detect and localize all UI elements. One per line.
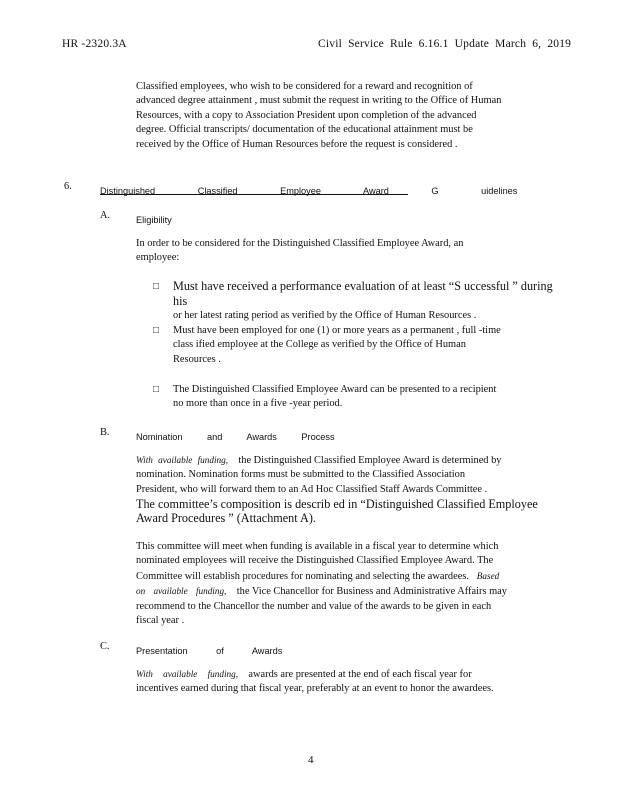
text-line: Classified employees, who wish to be considered for a reward and recognition of	[136, 81, 473, 92]
text-line: This committee will meet when funding is available in a fiscal year to determine which	[136, 541, 499, 552]
text-line: recommend to the Chancellor the number and value of the awards to be given in each	[136, 600, 492, 612]
text-line: The Distinguished Classified Employee Award can be presented to a recipient	[173, 384, 497, 395]
text-line: nomination. Nomination forms must be submitted to the Classified Association	[136, 469, 466, 481]
presentation-paragraph	[136, 667, 556, 697]
text-fragment: the Vice Chancellor for Business and Administrative Affairs may	[236, 586, 507, 598]
text-line: no more than once in a five -year period.	[173, 398, 343, 410]
text-line: Resources, with a copy to Association President upon completion of the advanced	[136, 109, 477, 121]
section-heading	[100, 181, 518, 196]
subsection-letter: A.	[100, 210, 111, 221]
text-fragment: the Distinguished Classified Employee Award is determined by	[238, 455, 502, 466]
text-line	[136, 569, 556, 584]
text-line: advanced degree attainment , must submit the request in writing to the Office of Human	[136, 95, 502, 107]
subsection-heading	[136, 427, 335, 445]
header-rule-update: Civil Service Rule 6.16.1 Update March 6, 2019	[318, 38, 572, 50]
eligibility-intro	[136, 237, 554, 266]
text-line: President, who will forward them to an Ad Hoc Classified Staff Awards Committee .	[136, 483, 488, 495]
nomination-paragraph	[136, 453, 558, 526]
checkbox-bullet-icon: □	[153, 281, 160, 292]
section-number: 6.	[64, 181, 72, 192]
checkbox-bullet-icon: □	[153, 325, 160, 336]
italic-phrase: With available funding,	[136, 669, 238, 679]
header-document-id: HR -2320.3A	[62, 38, 127, 50]
subsection-title: Nomination and Awards Process	[136, 432, 335, 442]
text-line: received by the Office of Human Resources before the request is considered .	[136, 138, 458, 150]
text-line: or her latest rating period as verified by the Office of Human Resources .	[173, 310, 477, 321]
subsection-title: Presentation of Awards	[136, 646, 283, 656]
bullet-item	[173, 279, 563, 323]
subsection-letter: C.	[100, 641, 110, 652]
text-line: Must have been employed for one (1) or more years as a permanent , full -time	[173, 325, 501, 336]
italic-phrase: With available funding,	[136, 455, 228, 465]
bullet-item	[173, 383, 558, 412]
committee-paragraph	[136, 540, 556, 628]
section-title: Distinguished Classified Employee Award G uidelines	[100, 186, 518, 196]
text-line: employee:	[136, 252, 180, 264]
text-line: degree. Official transcripts/ documentation of the educational attainment must be	[136, 124, 473, 136]
italic-phrase: Based	[476, 570, 500, 581]
text-line: Resources .	[173, 353, 221, 365]
text-line: incentives earned during that fiscal year, preferably at an event to honor the awardees.	[136, 683, 494, 695]
text-fragment: awards are presented at the end of each fiscal year for	[248, 669, 472, 680]
subsection-letter: B.	[100, 427, 110, 438]
text-line: class ified employee at the College as verified by the Office of Human	[173, 339, 466, 351]
checkbox-bullet-icon: □	[153, 384, 160, 395]
intro-paragraph	[136, 80, 554, 152]
text-fragment: Committee will establish procedures for nominating and selecting the awardees.	[136, 570, 469, 582]
subsection-title: Eligibility	[136, 215, 172, 225]
text-line: Must have received a performance evaluation of at least “S uccessful ” during his	[173, 279, 553, 308]
text-line: In order to be considered for the Distinguished Classified Employee Award, an	[136, 238, 464, 249]
bullet-item	[173, 324, 558, 367]
subsection-heading	[136, 210, 172, 228]
page-number: 4	[308, 754, 314, 766]
italic-phrase: on available funding,	[136, 586, 227, 597]
text-line	[136, 667, 556, 682]
subsection-heading	[136, 641, 282, 659]
text-line: nominated employees will receive the Distinguished Classified Employee Award. The	[136, 555, 494, 567]
text-line: The committee’s composition is describ ed in “Distinguished Classified Employee	[136, 497, 538, 512]
text-line	[136, 453, 558, 468]
text-line: fiscal year .	[136, 615, 185, 627]
text-line	[136, 584, 556, 599]
text-line: Award Procedures ” (Attachment A).	[136, 511, 316, 526]
